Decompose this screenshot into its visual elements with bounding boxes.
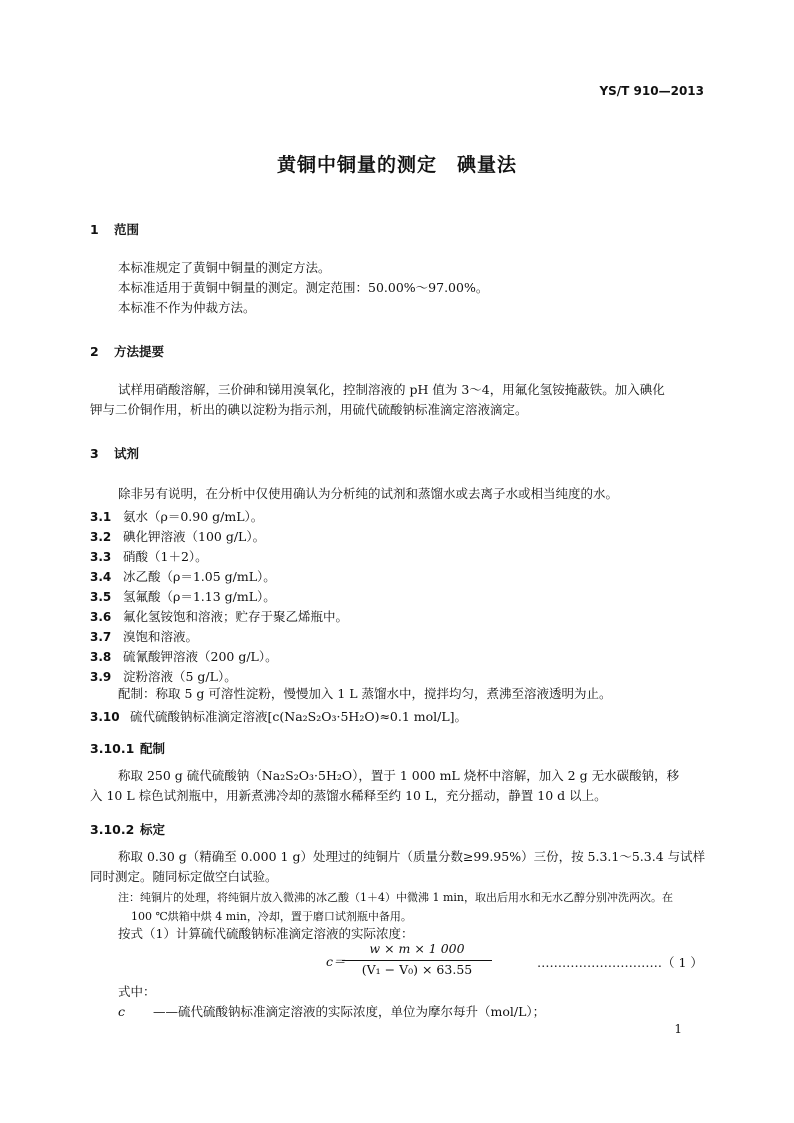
- item-number: 3.9: [90, 670, 112, 684]
- item-number: 3.10: [90, 710, 120, 724]
- item-number: 3.2: [90, 530, 112, 544]
- paragraph-line: 除非另有说明，在分析中仅使用确认为分析纯的试剂和蒸馏水或去离子水或相当纯度的水。: [118, 486, 619, 501]
- paragraph-line: 入 10 L 棕色试剂瓶中，用新煮沸冷却的蒸馏水稀释至约 10 L，充分摇动，静置 10 d 以上。: [90, 788, 607, 803]
- note-line: 注：纯铜片的处理，将纯铜片放入微沸的冰乙酸（1＋4）中微沸 1 min，取出后用水和无水乙醇分别冲洗两次。在: [118, 891, 674, 904]
- reagent-item: [90, 627, 198, 645]
- variable-description: ——硫代硫酸钠标准滴定溶液的实际浓度，单位为摩尔每升（mol/L）；: [153, 1004, 546, 1019]
- section-3-heading: [90, 444, 139, 462]
- subsection-3-10-2-heading: [90, 820, 165, 838]
- note-line: 100 ℃烘箱中烘 4 min，冷却，置于磨口试剂瓶中备用。: [131, 910, 412, 923]
- item-text: 氢氟酸（ρ＝1.13 g/mL）。: [123, 589, 276, 604]
- section-title: 试剂: [114, 446, 140, 461]
- item-text: 硝酸（1＋2）。: [123, 549, 208, 564]
- document-title: 黄铜中铜量的测定 碘量法: [276, 154, 517, 176]
- formula-denominator: (V₁ − V₀) × 63.55: [361, 962, 473, 977]
- formula-lhs: c＝: [326, 954, 346, 969]
- section-1-heading: [90, 220, 139, 238]
- paragraph-line: 称取 250 g 硫代硫酸钠（Na₂S₂O₃·5H₂O），置于 1 000 mL 烧杯中溶解，加入 2 g 无水碳酸钠，移: [118, 768, 680, 783]
- reagent-item: [90, 647, 278, 665]
- section-number: 1: [90, 222, 99, 237]
- reagent-item: [90, 667, 237, 685]
- reagent-item: [90, 547, 208, 565]
- fraction-bar: [342, 960, 492, 961]
- subsection-3-10-1-heading: [90, 739, 165, 757]
- item-text: 碘化钾溶液（100 g/L）。: [123, 529, 266, 544]
- paragraph-line: 试样用硝酸溶解，三价砷和锑用溴氧化，控制溶液的 pH 值为 3～4，用氟化氢铵掩蔽铁。加入碘化: [118, 382, 665, 397]
- item-number: 3.1: [90, 510, 112, 524]
- item-number: 3.3: [90, 550, 112, 564]
- reagent-item: [90, 607, 348, 625]
- reagent-item: [90, 707, 467, 725]
- paragraph-line: 钾与二价铜作用，析出的碘以淀粉为指示剂，用硫代硫酸钠标准滴定溶液滴定。: [90, 402, 528, 417]
- section-number: 2: [90, 344, 99, 359]
- section-title: 范围: [114, 222, 140, 237]
- item-text: 冰乙酸（ρ＝1.05 g/mL）。: [123, 569, 276, 584]
- paragraph-line: 同时测定。随同标定做空白试验。: [90, 869, 278, 884]
- paragraph-line: 本标准适用于黄铜中铜量的测定。测定范围：50.00%～97.00%。: [118, 280, 489, 295]
- item-number: 3.4: [90, 570, 112, 584]
- item-number: 3.5: [90, 590, 112, 604]
- section-number: 3: [90, 446, 99, 461]
- preparation-note: 配制：称取 5 g 可溶性淀粉，慢慢加入 1 L 蒸馏水中，搅拌均匀，煮沸至溶液透明为止。: [118, 686, 612, 701]
- equation-number: …………………………（ 1 ）: [537, 955, 703, 970]
- standard-number: YS/T 910—2013: [599, 84, 704, 98]
- page-number: 1: [674, 1022, 682, 1036]
- item-text: 氟化氢铵饱和溶液；贮存于聚乙烯瓶中。: [123, 609, 349, 624]
- formula-intro: 按式（1）计算硫代硫酸钠标准滴定溶液的实际浓度：: [118, 926, 414, 941]
- item-text: 溴饱和溶液。: [123, 629, 199, 644]
- subsection-number: 3.10.2: [90, 822, 135, 837]
- section-title: 方法提要: [114, 344, 165, 359]
- item-text: 淀粉溶液（5 g/L）。: [123, 669, 237, 684]
- item-text: 硫氰酸钾溶液（200 g/L）。: [123, 649, 278, 664]
- paragraph-line: 称取 0.30 g（精确至 0.000 1 g）处理过的纯铜片（质量分数≥99.95%）三份，按 5.3.1～5.3.4 与试样: [118, 849, 706, 864]
- formula-numerator: w × m × 1 000: [369, 941, 465, 956]
- item-text: 氨水（ρ＝0.90 g/mL）。: [123, 509, 264, 524]
- subsection-title: 标定: [140, 822, 166, 837]
- paragraph-line: 本标准不作为仲裁方法。: [118, 300, 256, 315]
- variable-symbol: c: [118, 1004, 126, 1019]
- paragraph-line: 本标准规定了黄铜中铜量的测定方法。: [118, 260, 331, 275]
- reagent-item: [90, 527, 265, 545]
- reagent-item: [90, 587, 276, 605]
- reagent-item: [90, 507, 263, 525]
- section-2-heading: [90, 342, 164, 360]
- reagent-item: [90, 567, 276, 585]
- subsection-title: 配制: [140, 741, 166, 756]
- where-label: 式中：: [118, 984, 156, 999]
- item-number: 3.8: [90, 650, 112, 664]
- subsection-number: 3.10.1: [90, 741, 135, 756]
- item-text: 硫代硫酸钠标准滴定溶液[c(Na₂S₂O₃·5H₂O)≈0.1 mol/L]。: [130, 709, 468, 724]
- item-number: 3.7: [90, 630, 112, 644]
- item-number: 3.6: [90, 610, 112, 624]
